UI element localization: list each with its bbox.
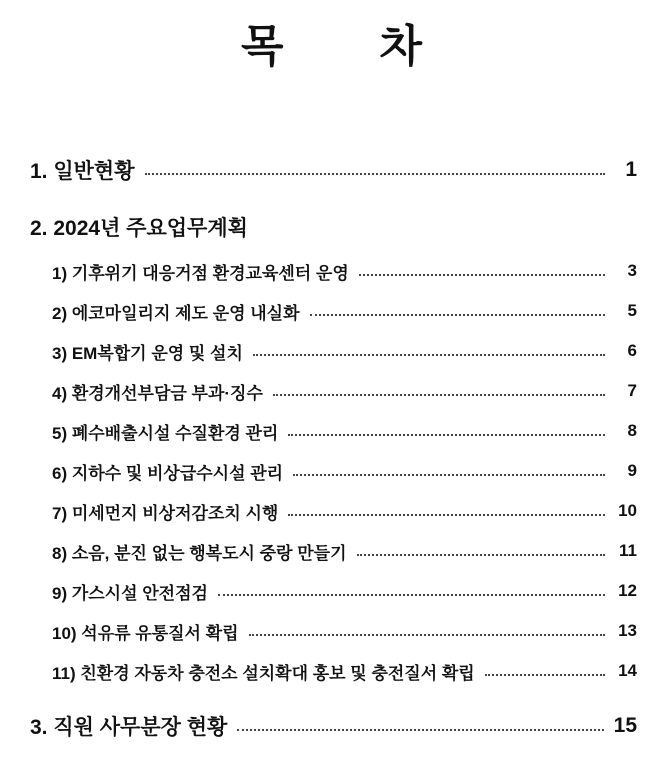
toc-page-number: 7 [627, 381, 637, 400]
dot-leader [310, 314, 606, 316]
dot-leader [273, 394, 605, 396]
toc-label: 2. 2024년 주요업무계획 [30, 217, 248, 240]
toc-label: 3) EM복합기 운영 및 설치 [52, 343, 243, 363]
toc-label: 1. 일반현황 [30, 160, 135, 183]
toc-sub-entry[interactable] [52, 299, 637, 323]
toc-page-number: 12 [618, 581, 637, 600]
dot-leader [237, 729, 603, 731]
toc-label: 1) 기후위기 대응거점 환경교육센터 운영 [52, 263, 349, 283]
title-char: 차 [379, 22, 423, 71]
toc-label: 7) 미세먼지 비상저감조치 시행 [52, 503, 279, 523]
toc-page-number: 11 [619, 541, 637, 560]
toc-label: 10) 석유류 유통질서 확립 [52, 623, 239, 643]
dot-leader [253, 354, 605, 356]
toc-page-number: 13 [618, 621, 637, 640]
toc-label: 3. 직원 사무분장 현황 [30, 716, 228, 739]
toc-label: 11) 친환경 자동차 충전소 설치확대 홍보 및 충전질서 확립 [52, 663, 475, 683]
toc-sub-entry[interactable] [52, 419, 637, 443]
toc-page-number: 14 [618, 661, 637, 680]
toc-page-number: 10 [618, 501, 637, 520]
toc-sub-entry[interactable] [52, 339, 637, 363]
toc-label: 2) 에코마일리지 제도 운영 내실화 [52, 303, 300, 323]
toc-entry-general-status[interactable] [30, 156, 637, 184]
dot-leader [249, 634, 605, 636]
toc-sub-entry[interactable] [52, 459, 637, 483]
toc-label: 9) 가스시설 안전점검 [52, 583, 208, 603]
toc-label: 6) 지하수 및 비상급수시설 관리 [52, 463, 284, 483]
dot-leader [288, 434, 605, 436]
dot-leader [359, 274, 605, 276]
toc-page-number: 8 [627, 421, 637, 440]
dot-leader [288, 514, 605, 516]
dot-leader [218, 594, 605, 596]
toc-entry-staff-duties[interactable] [30, 712, 637, 740]
toc-sub-entry[interactable] [52, 579, 637, 603]
toc-sub-entry[interactable] [52, 659, 637, 683]
dot-leader [145, 173, 606, 175]
toc-page-number: 15 [613, 714, 637, 737]
toc-entry-2024-plan[interactable] [30, 213, 637, 241]
toc-label: 8) 소음, 분진 없는 행복도시 중랑 만들기 [52, 543, 347, 563]
dot-leader [293, 474, 605, 476]
toc-sub-entry[interactable] [52, 259, 637, 283]
toc-page-number: 6 [627, 341, 637, 360]
toc-page-number: 5 [627, 301, 637, 320]
dot-leader [357, 554, 605, 556]
dot-leader [485, 674, 605, 676]
toc-sub-entry[interactable] [52, 499, 637, 523]
title-char: 목 [240, 22, 284, 71]
toc-sub-entry[interactable] [52, 379, 637, 403]
toc-page-number: 1 [625, 158, 637, 181]
toc-sub-entry[interactable] [52, 539, 637, 563]
page-title [0, 10, 663, 74]
toc-page-number: 3 [627, 261, 637, 280]
toc-sub-entry[interactable] [52, 619, 637, 643]
toc-page-number: 9 [627, 461, 637, 480]
toc-label: 5) 폐수배출시설 수질환경 관리 [52, 423, 279, 443]
toc-label: 4) 환경개선부담금 부과·징수 [52, 383, 263, 403]
